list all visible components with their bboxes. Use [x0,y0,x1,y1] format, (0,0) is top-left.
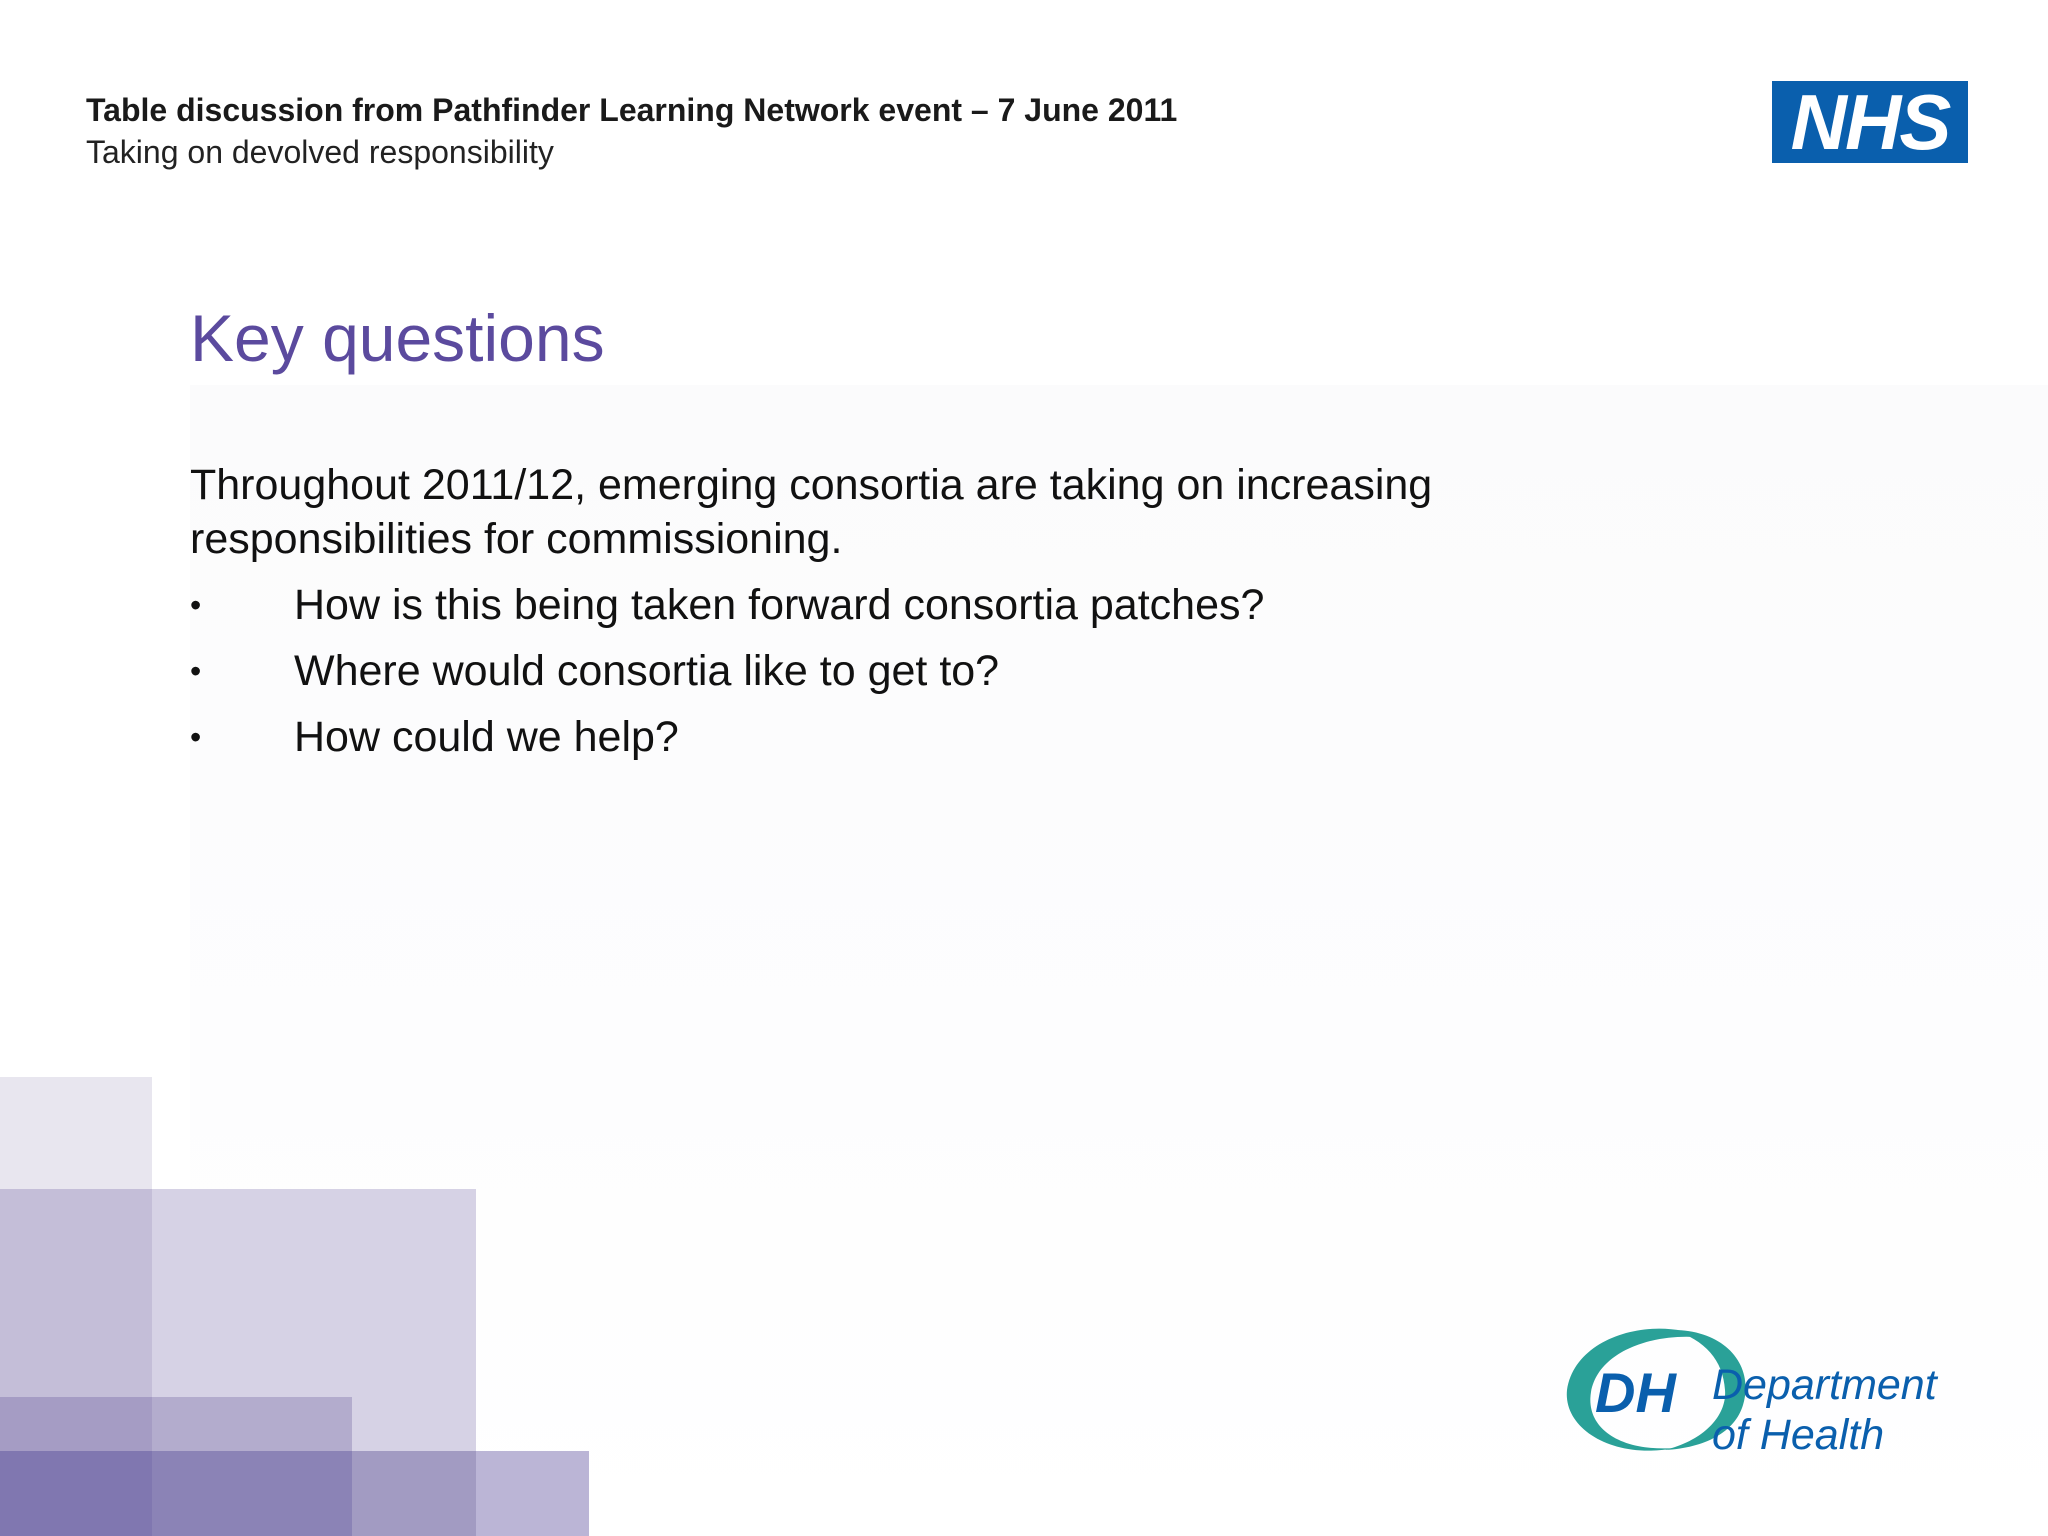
deco-block [0,1077,152,1189]
deco-block [0,1451,152,1536]
header-title: Table discussion from Pathfinder Learning Network event – 7 June 2011 [86,92,1178,128]
dh-line1: Department [1712,1361,1937,1409]
deco-block [352,1397,476,1451]
bullet-icon: • [190,653,202,689]
bullet-text: How could we help? [294,713,679,761]
deco-block [476,1451,589,1536]
deco-block [152,1189,476,1397]
dh-mark: DH [1595,1361,1676,1424]
bullet-text: How is this being taken forward consortia patches? [294,581,1265,629]
deco-block [152,1397,352,1451]
deco-block [0,1397,152,1451]
page-title: Key questions [190,301,605,375]
deco-block [152,1451,352,1536]
dh-line2: of Health [1712,1411,1885,1459]
header-subtitle: Taking on devolved responsibility [86,134,554,170]
bullet-text: Where would consortia like to get to? [294,647,1000,695]
bullet-icon: • [190,587,202,623]
deco-block [352,1451,476,1536]
dh-wordmark [1712,1360,1937,1460]
intro-paragraph: Throughout 2011/12, emerging consortia are taking on increasing responsibilities for commissioning. [190,461,1433,563]
deco-block [0,1189,152,1397]
nhs-logo: NHS [1772,81,1968,163]
bullet-icon: • [190,719,202,755]
